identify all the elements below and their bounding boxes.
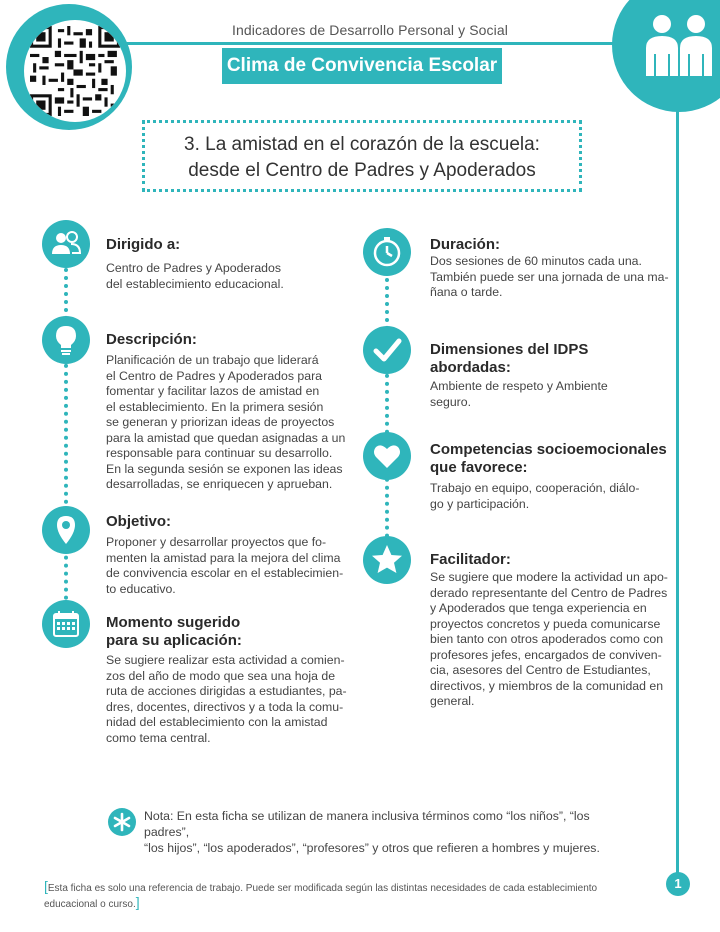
- dirigido-badge: [42, 220, 90, 268]
- duracion-title: Duración:: [430, 236, 501, 253]
- heart-icon: [363, 432, 411, 480]
- dimensiones-title: [430, 341, 588, 377]
- competencias-title-line: que favorece:: [430, 459, 528, 476]
- duracion-badge: [363, 228, 411, 276]
- dirigido-line: Centro de Padres y Apoderados: [106, 261, 282, 275]
- facilitador-line: proyectos concretos y pueda comunicarse: [430, 616, 661, 631]
- descripcion-line: responsable para continuar su desarrollo.: [106, 446, 333, 460]
- facilitador-line: directivos, y miembros de la comunidad en: [430, 678, 664, 693]
- note-line: Nota: En esta ficha se utilizan de manera inclusiva términos como “los niños”, “los padres”,: [144, 809, 590, 839]
- people-icon: [612, 0, 720, 112]
- dimensiones-title-line: abordadas:: [430, 359, 511, 376]
- objetivo-title: Objetivo:: [106, 513, 172, 530]
- descripcion-line: Planificación de un trabajo que liderará: [106, 353, 319, 367]
- facilitador-line: Se sugiere que modere la actividad un apo-: [430, 570, 668, 584]
- facilitador-line: general.: [430, 694, 475, 708]
- footer-text: Esta ficha es solo una referencia de trabajo. Puede ser modificada según las distintas necesidades de cada establecimiento educacional o curso.: [44, 883, 598, 910]
- momento-badge: [42, 600, 90, 648]
- activity-title-box: [142, 120, 582, 192]
- dimensiones-title-line: Dimensiones del IDPS: [430, 341, 589, 358]
- calendar-icon: [42, 600, 90, 648]
- competencias-title: [430, 441, 667, 477]
- objetivo-line: menten la amistad para la mejora del clima: [106, 550, 341, 565]
- momento-line: dres, docentes, directivos y a toda la comu-: [106, 699, 344, 714]
- momento-line: como tema central.: [106, 730, 211, 745]
- star-icon: [363, 536, 411, 584]
- descripcion-line: para la amistad que quedan asignadas a un: [106, 430, 346, 445]
- descripcion-line: se generan y priorizan ideas de proyectos: [106, 415, 335, 429]
- momento-title-line: Momento sugerido: [106, 614, 241, 631]
- duracion-body: [430, 254, 670, 301]
- facilitador-title: Facilitador:: [430, 551, 511, 568]
- facilitador-line: cia, asesores del Centro de Estudiantes,: [430, 663, 651, 677]
- momento-line: Se sugiere realizar esta actividad a comien-: [106, 653, 345, 667]
- objetivo-badge: [42, 506, 90, 554]
- dirigido-line: del establecimiento educacional.: [106, 276, 284, 291]
- facilitador-line: derado representante del Centro de Padres: [430, 585, 668, 600]
- momento-line: ruta de acciones dirigidas a estudiantes, pa-: [106, 684, 347, 698]
- descripcion-body: [106, 353, 356, 493]
- objetivo-line: de convivencia escolar en el establecimien-: [106, 566, 344, 580]
- footer-disclaimer: [44, 878, 644, 910]
- duracion-line: ñana o tarde.: [430, 285, 503, 299]
- inclusive-language-note: [144, 808, 624, 856]
- note-line: “los hijos”, “los apoderados”, “profesores” y otros que refieren a hombres y mujeres.: [144, 841, 600, 855]
- duracion-line: También puede ser una jornada de una ma-: [430, 269, 669, 284]
- facilitador-badge: [363, 536, 411, 584]
- lightbulb-icon: [42, 316, 90, 364]
- momento-line: zos del año de modo que sea una hoja de: [106, 668, 336, 683]
- descripcion-line: desarrolladas, se enriquecen y aprueban.: [106, 477, 333, 491]
- dimensiones-line: Ambiente de respeto y Ambiente: [430, 379, 608, 393]
- descripcion-badge: [42, 316, 90, 364]
- competencias-body: [430, 481, 670, 512]
- descripcion-line: el Centro de Padres y Apoderados para: [106, 368, 323, 383]
- right-margin-rule: [676, 100, 679, 876]
- dimensiones-body: [430, 379, 670, 410]
- header-rule: [110, 42, 630, 45]
- dimensiones-line: seguro.: [430, 394, 472, 409]
- group-icon: [42, 220, 90, 268]
- facilitador-line: bien tanto con otros apoderados como con: [430, 632, 664, 646]
- competencias-line: go y participación.: [430, 496, 530, 511]
- dirigido-body: [106, 261, 346, 292]
- momento-body: [106, 653, 356, 746]
- competencias-line: Trabajo en equipo, cooperación, diálo-: [430, 481, 640, 495]
- activity-title-line-2: desde el Centro de Padres y Apoderados: [188, 160, 536, 181]
- corner-badge: [612, 0, 720, 112]
- momento-title: [106, 614, 242, 650]
- objetivo-line: Proponer y desarrollar proyectos que fo-: [106, 535, 327, 549]
- facilitador-body: [430, 570, 670, 710]
- descripcion-line: En la segunda sesión se exponen las ideas: [106, 461, 343, 476]
- clock-icon: [363, 228, 411, 276]
- objetivo-body: [106, 535, 356, 597]
- qr-code-icon: [30, 26, 120, 116]
- footer-bracket-open: [: [44, 878, 48, 894]
- footer-bracket-close: ]: [135, 894, 140, 910]
- momento-line: nidad del establecimiento con la amistad: [106, 715, 328, 729]
- facilitador-line: profesores jefes, encargados de conviven-: [430, 647, 662, 662]
- header-banner: Clima de Convivencia Escolar: [222, 48, 502, 84]
- qr-badge: [6, 4, 132, 130]
- duracion-line: Dos sesiones de 60 minutos cada una.: [430, 254, 642, 268]
- competencias-badge: [363, 432, 411, 480]
- note-badge: [108, 808, 136, 836]
- asterisk-icon: [108, 808, 136, 836]
- descripcion-line: fomentar y facilitar lazos de amistad en: [106, 384, 320, 398]
- right-timeline-rail: [385, 270, 389, 570]
- descripcion-line: el establecimiento. En la primera sesión: [106, 399, 324, 414]
- momento-title-line: para su aplicación:: [106, 632, 242, 649]
- activity-title-line-1: 3. La amistad en el corazón de la escuela:: [184, 134, 540, 155]
- page-number: 1: [666, 872, 690, 896]
- facilitador-line: y Apoderados que tenga experiencia en: [430, 601, 647, 615]
- competencias-title-line: Competencias socioemocionales: [430, 441, 667, 458]
- descripcion-title: Descripción:: [106, 331, 197, 348]
- dirigido-title: Dirigido a:: [106, 236, 181, 253]
- location-pin-icon: [42, 506, 90, 554]
- dimensiones-badge: [363, 326, 411, 374]
- objetivo-line: to educativo.: [106, 581, 176, 596]
- checkmark-icon: [363, 326, 411, 374]
- header-supertitle: Indicadores de Desarrollo Personal y Social: [232, 22, 508, 38]
